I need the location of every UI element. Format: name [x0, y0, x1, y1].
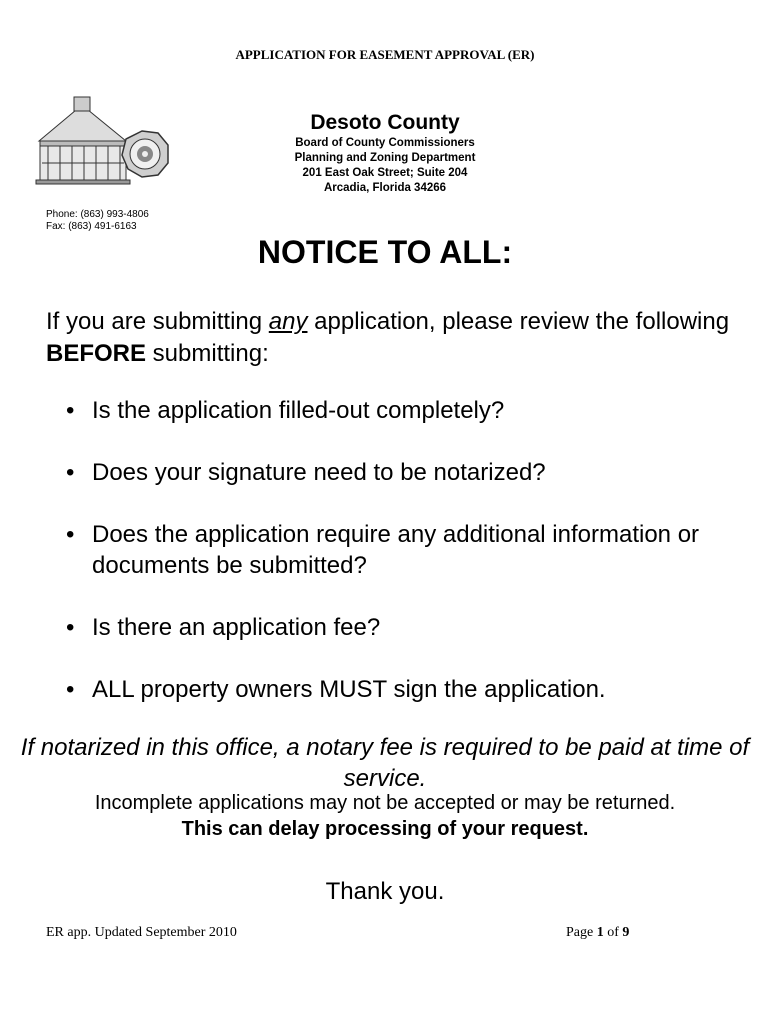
- bullet-icon: •: [66, 397, 75, 424]
- footer-updated: ER app. Updated September 2010: [46, 925, 237, 940]
- checklist-item: [66, 519, 746, 581]
- agency-city-line: Arcadia, Florida 34266: [323, 182, 447, 194]
- checklist-item: [66, 395, 746, 426]
- contact-info: [46, 209, 149, 233]
- checklist-item-text: ALL property owners MUST sign the application.: [92, 676, 606, 703]
- intro-paragraph: [46, 306, 736, 370]
- checklist-item: [66, 457, 746, 488]
- checklist-item-text: Is there an application fee?: [92, 614, 381, 641]
- checklist-item: [66, 612, 746, 643]
- agency-block: [270, 110, 500, 196]
- page-prefix: Page: [566, 925, 597, 940]
- agency-street-line: 201 East Oak Street; Suite 204: [302, 167, 468, 179]
- intro-text-start: If you are submitting: [46, 308, 269, 335]
- checklist-item-text: Does the application require any additional information or documents be submitted?: [92, 521, 700, 579]
- checklist-item-text: Is the application filled-out completely?: [92, 397, 505, 424]
- page-number: [566, 925, 629, 941]
- agency-department-line: Planning and Zoning Department: [294, 152, 476, 164]
- checklist-item-text: Does your signature need to be notarized?: [92, 459, 546, 486]
- bullet-icon: •: [66, 614, 75, 641]
- bullet-icon: •: [66, 459, 75, 486]
- form-title: APPLICATION FOR EASEMENT APPROVAL (ER): [235, 47, 535, 62]
- incomplete-applications-note: Incomplete applications may not be accepted or may be returned.: [94, 792, 676, 814]
- courthouse-seal-logo-icon: [34, 93, 174, 193]
- intro-text-middle: application, please review the following: [307, 308, 730, 335]
- review-checklist: [66, 395, 746, 736]
- agency-board-line: Board of County Commissioners: [295, 137, 475, 149]
- notary-fee-note: If notarized in this office, a notary fee is required to be paid at time of service.: [20, 734, 750, 792]
- intro-bold: BEFORE: [46, 340, 147, 367]
- thank-you-text: Thank you.: [325, 878, 445, 905]
- processing-delay-note: This can delay processing of your request.: [181, 818, 589, 840]
- county-name: Desoto County: [310, 111, 460, 134]
- page-current: 1: [596, 925, 604, 940]
- page-total: 9: [622, 925, 630, 940]
- intro-emphasis: any: [268, 308, 308, 335]
- phone-number: Phone: (863) 993-4806: [46, 209, 149, 220]
- notice-heading: NOTICE TO ALL:: [257, 234, 513, 270]
- checklist-item: [66, 674, 746, 705]
- intro-text-end: submitting:: [146, 340, 269, 367]
- fax-number: Fax: (863) 491-6163: [46, 221, 137, 232]
- bullet-icon: •: [66, 521, 75, 548]
- bullet-icon: •: [66, 676, 75, 703]
- page-of: of: [603, 925, 623, 940]
